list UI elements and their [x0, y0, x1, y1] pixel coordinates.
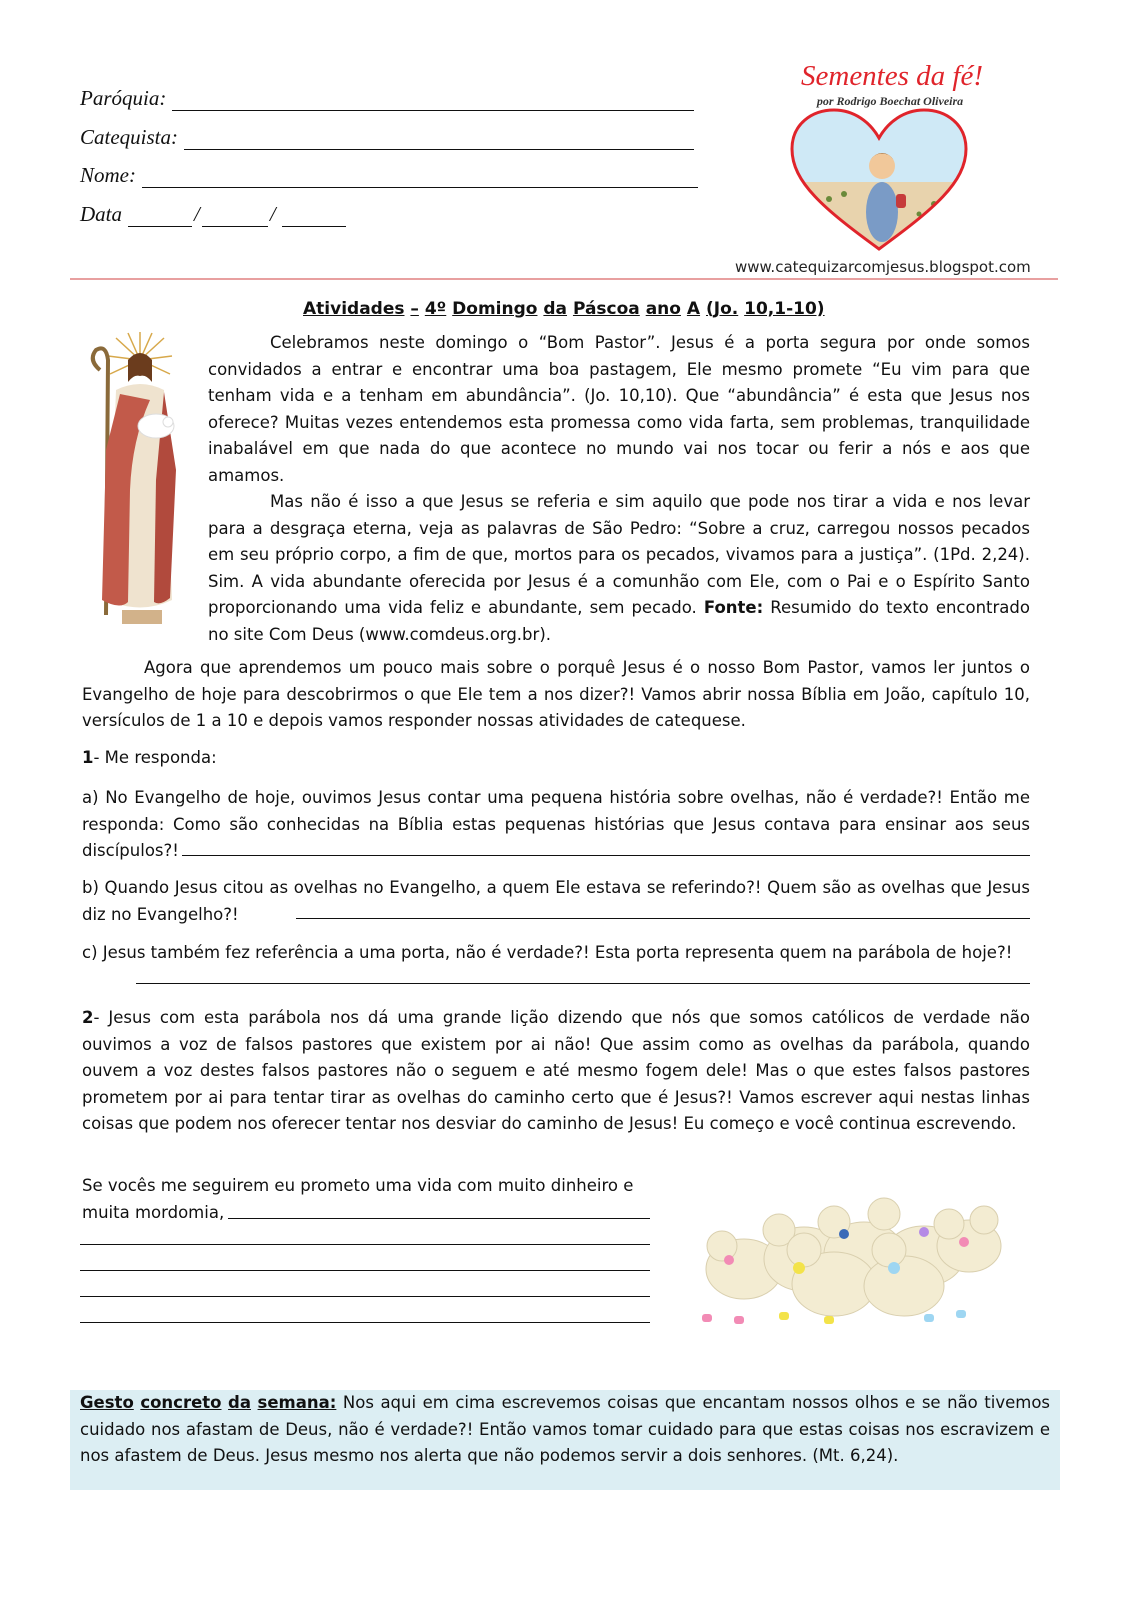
- name-field[interactable]: [142, 167, 698, 188]
- source-label: Fonte:: [703, 598, 764, 617]
- date-month-field[interactable]: [202, 206, 268, 227]
- date-row: [80, 202, 346, 227]
- question-2-example: Se vocês me seguirem eu prometo uma vida com muito dinheiro e muita mordomia,: [82, 1176, 634, 1222]
- good-shepherd-statue-image: [80, 330, 192, 630]
- question-1-heading: 1- Me responda:: [82, 748, 217, 767]
- date-day-field[interactable]: [128, 206, 192, 227]
- catechist-label: Catequista:: [80, 125, 178, 149]
- intro-paragraph: Celebramos neste domingo o “Bom Pastor”. Jesus é a porta segura por onde somos convidados a entrar e encontrar uma boa pastagem, Ele mesmo promete “Eu vim para que tenham vida e a tenham em abundância”. (Jo. 10,10). Que “abundância” é esta que Jesus nos oferece? Muitas vezes entendemos esta promessa como vida farta, sem problemas, tranquilidade inabalável em que nada do que acontece no mundo vai nos tocar ou ferir a nós e aos que amamos. Mas não é isso a que Jesus se referia e sim aquilo que pode nos tirar a vida e nos levar para a desgraça eterna, veja as palavras de São Pedro: “Sobre a cruz, carregou nossos pecados em seu próprio corpo, a fim de que, mortos para os pecados, vivamos para a justiça”. (1Pd. 2,24). Sim. A vida abundante oferecida por Jesus é a comunhão com Ele, com o Pai e o Espírito Santo proporcionando uma vida feliz e abundante, sem pecado. Fonte: Resumido do texto encontrado no site Com Deus (www.comdeus.org.br).: [208, 333, 1030, 644]
- date-label: Data: [80, 202, 122, 226]
- answer-line-1b[interactable]: [296, 918, 1030, 919]
- answer-line-2-2[interactable]: [80, 1244, 650, 1245]
- answer-line-1a[interactable]: [182, 855, 1030, 856]
- header-divider: [70, 278, 1058, 280]
- question-1b: b) Quando Jesus citou as ovelhas no Evangelho, a quem Ele estava se referindo?! Quem são as ovelhas que Jesus diz no Evangelho?!: [82, 878, 1030, 924]
- site-url: www.catequizarcomjesus.blogspot.com: [735, 258, 1031, 276]
- answer-line-2-1[interactable]: [228, 1218, 650, 1219]
- answer-line-2-5[interactable]: [80, 1322, 650, 1323]
- answer-line-2-4[interactable]: [80, 1296, 650, 1297]
- name-row: [80, 163, 698, 188]
- date-separator: /: [194, 202, 200, 226]
- brand-title: Sementes da fé!: [801, 60, 983, 92]
- catechist-row: [80, 125, 694, 150]
- date-separator: /: [269, 202, 276, 226]
- brand-subtitle: por Rodrigo Boechat Oliveira: [816, 94, 964, 108]
- weekly-action-text: Gesto concreto da semana: Nos aqui em cima escrevemos coisas que encantam nossos olhos e se não tivemos cuidado nos afastam de Deus, não é verdade?! Então vamos tomar cuidado para que estas coisas nos escravizem e nos afastem de Deus. Jesus mesmo nos alerta que não podemos servir a dois senhores. (Mt. 6,24).: [80, 1393, 1051, 1465]
- parish-field[interactable]: [172, 90, 694, 111]
- name-label: Nome:: [80, 163, 136, 187]
- question-1c: c) Jesus também fez referência a uma porta, não é verdade?! Esta porta representa quem na parábola de hoje?!: [82, 943, 1013, 962]
- page-title: Atividades – 4º Domingo da Páscoa ano A (Jo. 10,1-10): [303, 299, 825, 319]
- question-1a: a) No Evangelho de hoje, ouvimos Jesus contar uma pequena história sobre ovelhas, não é verdade?! Então me responda: Como são conhecidas na Bíblia estas pequenas histórias que Jesus contava para ensinar aos seus discípulos?!: [82, 788, 1030, 860]
- date-year-field[interactable]: [282, 206, 346, 227]
- lead-paragraph: Agora que aprendemos um pouco mais sobre o porquê Jesus é o nosso Bom Pastor, vamos ler juntos o Evangelho de hoje para descobrirmos o que Ele tem a nos dizer?! Vamos abrir nossa Bíblia em João, capítulo 10, versículos de 1 a 10 e depois vamos responder nossas atividades de catequese.: [82, 658, 1030, 730]
- question-2: 2- Jesus com esta parábola nos dá uma grande lição dizendo que nós que somos católicos de verdade não ouvimos a voz de falsos pastores que existem por ai não! Que assim como as ovelhas da parábola, quando ouvem a voz destes falsos pastores não o seguem e até mesmo fogem dele! Mas o que estes falsos pastores prometem por ai para tentar tirar as ovelhas do caminho certo que é Jesus?! Vamos escrever aqui nestas linhas coisas que podem nos oferecer tentar nos desviar do caminho de Jesus! Eu começo e você continua escrevendo.: [82, 1008, 1030, 1133]
- answer-line-1c[interactable]: [136, 983, 1030, 984]
- answer-line-2-3[interactable]: [80, 1270, 650, 1271]
- plush-sheep-image: [684, 1184, 1014, 1334]
- catechist-field[interactable]: [184, 129, 694, 150]
- parish-label: Paróquia:: [80, 86, 167, 110]
- parish-row: [80, 86, 694, 111]
- heart-logo-image: [784, 104, 974, 254]
